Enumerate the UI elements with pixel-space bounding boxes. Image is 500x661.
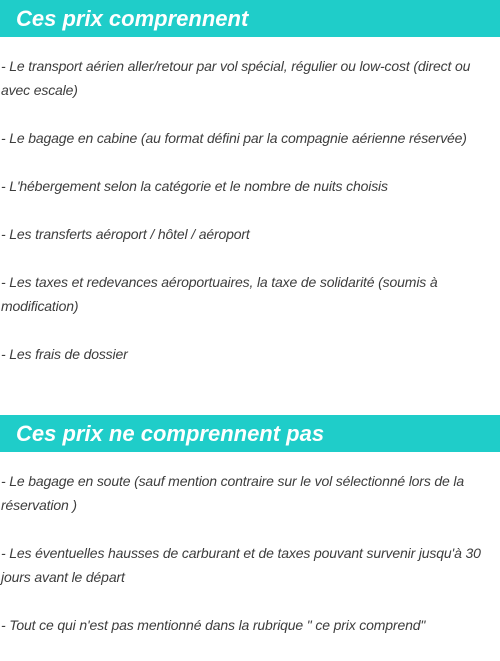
excluded-section-header: Ces prix ne comprennent pas	[0, 415, 500, 452]
included-item-taxes: - Les taxes et redevances aéroportuaires, la taxe de solidarité (soumis à modification)	[1, 274, 438, 314]
included-item-fees: - Les frais de dossier	[1, 346, 128, 362]
excluded-item-hold-baggage: - Le bagage en soute (sauf mention contraire sur le vol sélectionné lors de la réservation )	[1, 473, 465, 513]
included-item-transfers: - Les transferts aéroport / hôtel / aéroport	[1, 226, 250, 242]
included-item-transport: - Le transport aérien aller/retour par vol spécial, régulier ou low-cost (direct ou avec escale)	[1, 58, 471, 98]
excluded-item-fuel-increase: - Les éventuelles hausses de carburant et de taxes pouvant survenir jusqu'à 30 jours avant le départ	[1, 545, 481, 585]
excluded-item-not-mentioned: - Tout ce qui n'est pas mentionné dans la rubrique " ce prix comprend"	[1, 617, 426, 633]
included-section-header: Ces prix comprennent	[0, 0, 500, 37]
included-item-accommodation: - L'hébergement selon la catégorie et le nombre de nuits choisis	[1, 178, 388, 194]
excluded-list	[0, 469, 500, 661]
included-item-cabin-baggage: - Le bagage en cabine (au format défini par la compagnie aérienne réservée)	[1, 130, 467, 146]
included-list	[0, 54, 500, 390]
